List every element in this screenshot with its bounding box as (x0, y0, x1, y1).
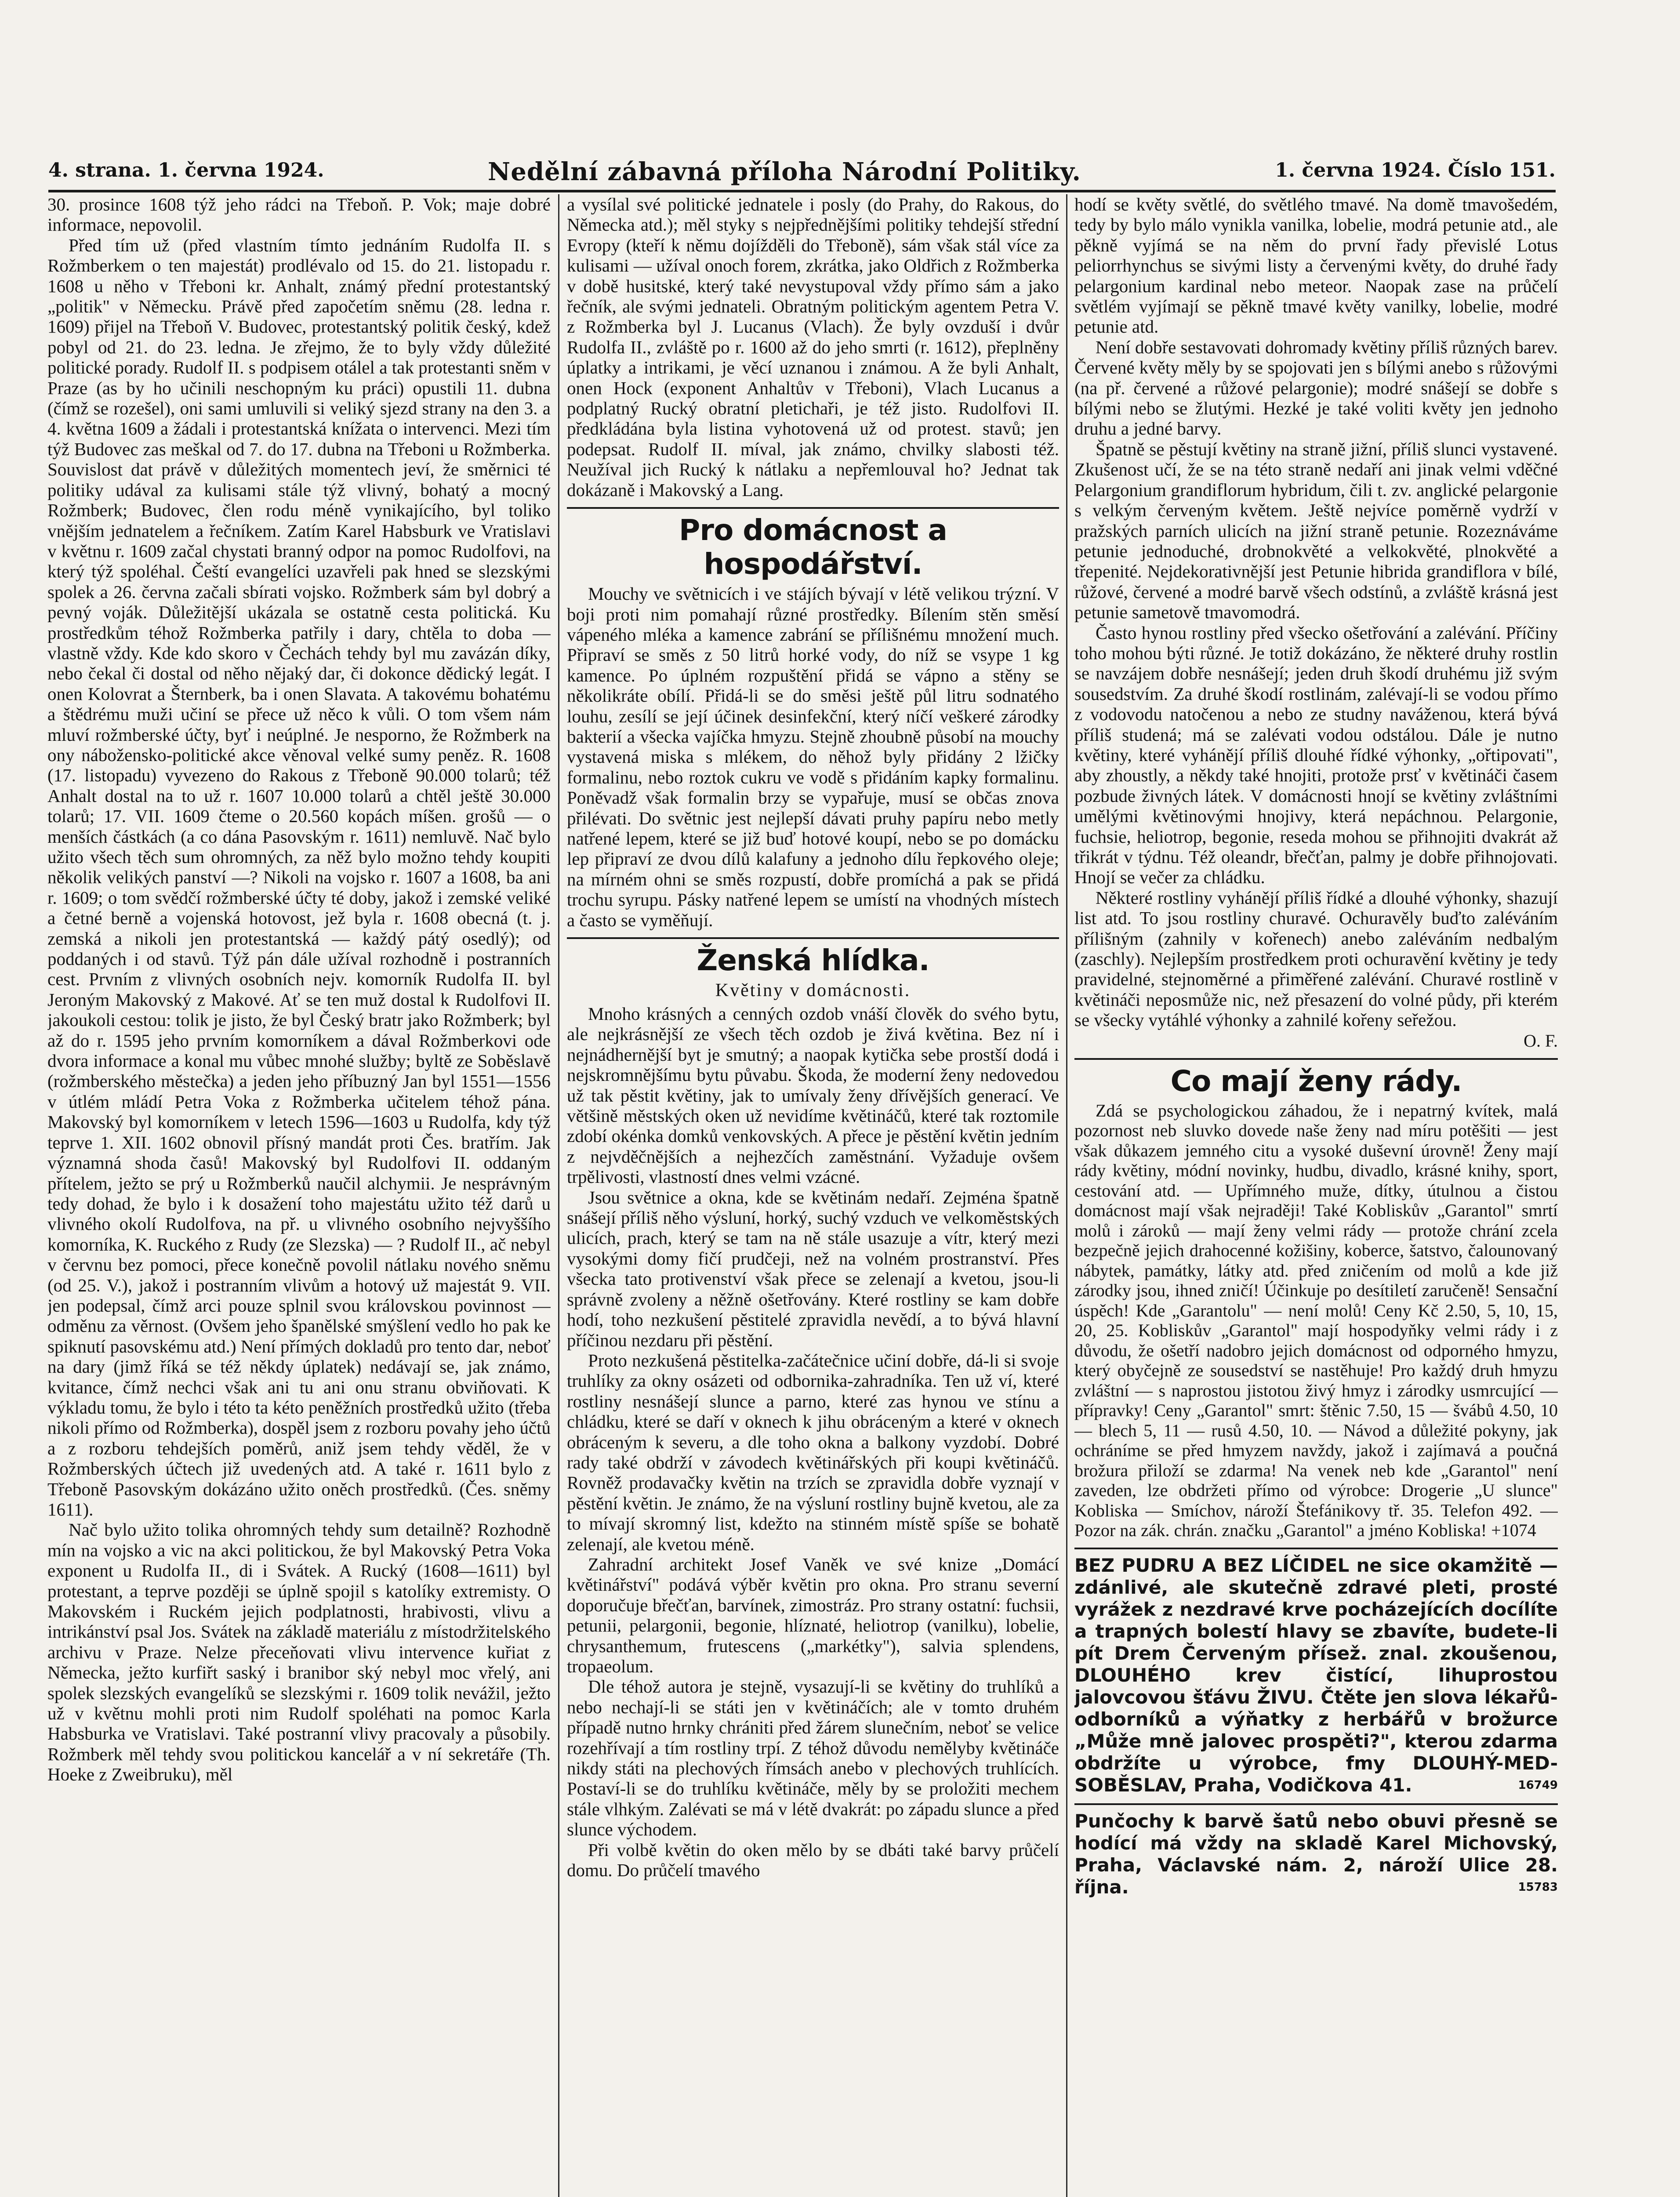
stockings-advertisement (1074, 1803, 1558, 1898)
section-title-household: Pro domácnost a hospodářství. (567, 507, 1059, 581)
section-title-womens: Ženská hlídka. (567, 937, 1059, 977)
article-signature: O. F. (1524, 1030, 1558, 1051)
stockings-ad-number: 15783 (1518, 1880, 1558, 1894)
column-2 (567, 194, 1059, 2197)
col3-paragraph: Některé rostliny vyhánějí příliš řídké a dlouhé výhonky, shazují list atd. To jsou rostliny churavé. Ochuravěly buďto zaléváním přílišným (zahnily v kořenech) anebo zaléváním nedbalým (zaschly). Nejlepším prostředkem proti ochuravění květiny je tedy pravidelné, stejnoměrné a přiměřené zalévání. Churavé rostlině v květináči neposmůže nic, než přesazení do volné půdy, při kterém se všecky vytáhlé výhonky a zahnilé kořeny seřežou. (1074, 887, 1558, 1030)
section-title-women-like: Co mají ženy rády. (1074, 1058, 1558, 1098)
ziva-advertisement (1074, 1548, 1558, 1796)
column-1 (47, 194, 551, 2197)
page-header (48, 155, 1556, 189)
column-rule-1 (558, 194, 559, 2197)
header-left: 4. strana. 1. června 1924. (48, 159, 324, 181)
col1-paragraph: 30. prosince 1608 týž jeho rádci na Třeboň. P. Vok; maje dobré informace, nepovolil. (47, 194, 551, 235)
womens-paragraph: Dle téhož autora je stejně, vysazují-li se květiny do truhlíků a nebo nechají-li se státi jen v květináčích; ale v tomto druhém případě nutno hrnky chrániti před žárem slunečním, neboť se velice rozehřívají a tím rostliny trpí. Z téhož důvodu nemělyby květináče nikdy státi na plechových římsách anebo v plechových truhlících. Postaví-li se do truhlíku květináče, měly by se proložiti mechem stále vlhkým. Zalévati se má v létě dvakrát: po západu slunce a před slunce východem. (567, 1676, 1059, 1840)
household-text: Mouchy ve světnicích i ve stájích bývají v létě velikou trýzní. V boji proti nim pomahají různé prostředky. Bílením stěn směsí vápeného mléka a kamence zabrání se přílišnému množení much. Připraví se směs z 50 litrů horké vody, do níž se vsype 1 kg kamence. Po úplném rozpuštění přidá se vápno a stěny se několikráte obílí. Přidá-li se do směsi ještě půl litru sodnatého louhu, zesílí se její účinek desinfekční, který níčí veškeré zárodky bakterií a všecka vajíčka hmyzu. Stejně zhoubně působí na mouchy vystavená miska s mlékem, do něhož byly přidány 2 lžičky formalinu, nebo roztok cukru ve vodě s přidáním kapky formalinu. Poněvadž však formalin brzy se vypařuje, musí se občas znova přilévati. Do světnic jest nejlepší dávati pruhy papíru nebo metly natřené lepem, které se již buď hotové koupí, nebo se po domácku lep připraví ze dvou dílů kalafuny a jednoho dílu řepkového oleje; na mírném ohni se směs rozpustí, dobře promíchá a pak se přidá trochu syrupu. Pásky natřené lepem se umístí na vhodných místech a často se vyměňují. (567, 584, 1059, 930)
col3-paragraph: Není dobře sestavovati dohromady květiny příliš různých barev. Červené květy měly by se spojovati jen s bílými anebo s růžovými (na př. červené a růžové pelargonie); modré snášejí se dobře s bílými nebo se žlutými. Hezké je také voliti květy jen jednoho druhu a jedné barvy. (1074, 337, 1558, 439)
womens-paragraph: Jsou světnice a okna, kde se květinám nedaří. Zejména špatně snášejí příliš něho výsluní, horký, suchý vzduch ve velkoměstských ulicích, prach, který se tam na ně stále usazuje a vítr, který mezi vysokými domy fičí prudčeji, než na volném prostranství. Přes všecka tato protivenství však přece se zelenají a kvetou, jsou-li správně zvoleny a něžně ošetřovány. Které rostliny se kam dobře hodí, toho nezkušení pěstitelé zpravidla nevědí, a to bývá hlavní příčinou nezdaru při pěstění. (567, 1187, 1059, 1350)
col3-paragraph: Špatně se pěstují květiny na straně jižní, příliš slunci vystavené. Zkušenost učí, že se na této straně nedaří ani jinak velmi vděčné Pelargonium grandiflorum hybridum, čili t. zv. anglické pelargonie s velkým červeným květem. Ještě nejvíce poměrně vydrží v pražských parních ulicích na jižní straně petunie. Rozeznáváme petunie jednoduché, drobnokvěté a velkokvěté, plnokvěté a třepenité. Nejdekorativnější jest Petunie hibrida grandiflora v bílé, růžové, červené a modré barvě všech odstínů, a zvláště krásná jest petunie sametově tmavomodrá. (1074, 439, 1558, 623)
section-subtitle-flowers: Květiny v domácnosti. (715, 980, 911, 1001)
womens-paragraph: Proto nezkušená pěstitelka-začátečnice učiní dobře, dá-li si svoje truhlíky za okny osázeti od odbornika-zahradníka. Ten už ví, které rostliny nesnášejí slunce a parno, které zas hynou ve stínu a chládku, které se daří v oknech k jihu obráceným a které v oknech obráceným k severu, a dle toho okna a balkony vyzdobí. Dobré rady také obdrží v závodech květinářských při koupi květináčů. Rovněž prodavačky květin na trzích se zpravidla dobře vyznají v pěstění květin. Je známo, že na výsluní rostliny bujně kvetou, ale za to mívají skromný list, kdežto na stinném místě spíše se bohatě zelenají, ale kvetou méně. (567, 1350, 1059, 1554)
col1-paragraph: Před tím už (před vlastním tímto jednáním Rudolfa II. s Rožmberkem o ten majestát) prodlévalo od 15. do 21. listopadu r. 1608 u něho v Třeboni kr. Anhalt, známý přední protestantský „politik" v Německu. Právě před započetím sněmu (28. ledna r. 1609) přijel na Třeboň V. Budovec, protestantský politik český, kdež pobyl od 21. do 23. ledna. Je zřejmo, že to byly vždy důležité politické porady. Rudolf II. s podpisem otálel a tak protestanti sněm v Praze (as by ho učinili neschopným ku práci) opustili 11. dubna (čímž se rozešel), oni sami umluvili si veliký sjezd strany na den 3. a 4. května 1609 a žádali i protestantská knížata o intervenci. Mezi tím týž Budovec zas meškal od 7. do 17. dubna na Třeboni u Rožmberka. Souvislost dat právě v důležitých momentech jeví, že směrnici té politiky udával za kulisami stále týž vlivný, bohatý a mocný Rožmberk; Budovec, člen rodu méně vynikajícího, byl toliko vnějším jednatelem a řečníkem. Zatím Karel Habsburk ve Vratislavi v květnu r. 1609 začal chystati branný odpor na pomoc Rudolfovi, na který týž spoléhal. Čeští evangelíci uzavřeli pak hned se slezskými spolek a 26. června začali sbírati vojsko. Rožmberk sám byl dobrý a pevný voják. Důležitější ukázala se ostatně cesta politická. Ku prostředkům téhož Rožmberka patřily i dary, chtěla to doba — vlastně vždy. Kde kdo skoro v Čechách tehdy byl mu zavázán díky, nebo čekal či dostal od něho nějaký dar, či dokonce dědický legát. I onen Kolovrat a Šternberk, ba i onen Slavata. A takovému bohatému a štědrému muži učiní se přece už něco k vůli. O tom všem nám mluví rožmberské účty, byť i neúplné. Je nesporno, že Rožmberk na ony nábožensko-politické akce věnoval velké sumy peněz. R. 1608 (17. listopadu) vyvezeno do Rakous z Třeboně 90.000 tolarů; též Anhalt dostal na to už r. 1607 10.000 tolarů a chtěl ještě 30.000 tolarů; 17. VII. 1609 čteme o 20.560 kopách míšen. grošů — o menších částkách (a co dána Pasovským r. 1611) nemluvě. Nač bylo užito všech těch sum ohromných, za něž bylo možno tehdy koupiti několik velikých panství —? Nikoli na vojsko r. 1607 a 1608, ba ani r. 1609; o tom svědčí rožmberské účty té doby, jakož i zemské veliké a četné berně a vojenská hotovost, jež byla r. 1608 obecná (t. j. zemská a nikoli jen protestantská — každý pátý osedlý); od poddaných i od stavů. Týž pán dále užíval rozhodně i postranních cest. Prvním z vlivných osobních nejv. komorník Rudolfa II. byl Jeroným Makovský z Makové. Ať se ten muž dostal k Rudolfovi II. jakoukoli cestou: tolik je jisto, že byl Český bratr jako Rožmberk; byl až do r. 1595 jeho prvním komorníkem a dával Rožmberkovi ode dvora informace a konal mu vůbec mnohé služby; byltě ze Soběslavě (rožmberského městečka) a jeden jeho příbuzný Jan byl 1551—1556 v útlém mládí Petra Voka z Rožmberka učitelem téhož pána. Makovský byl komorníkem v letech 1596—1603 u Rudolfa, kdy týž teprve 1. XII. 1602 obnovil přísný mandát proti Čes. bratřím. Jak významná shoda časů! Makovský byl Rudolfovi II. oddaným přítelem, ježto se prý u Rožmberků naučil alchymii. Je nesprávným tedy dohad, že bylo i k dosažení toho majestátu užito též darů u vlivného okolí Rudolfova, na př. u vlivného osobního nejvyššího komorníka, K. Ruckého z Rudy (ze Slezska) — ? Rudolf II., ač nebyl v červnu bez pomoci, přece konečně povolil nátlaku nového sněmu (od 25. V.), jakož i postranním vlivům a hotový už majestát 9. VII. jen podepsal, čímž arci pouze splnil svou královskou povinnost — odměnu za věrnost. (Ovšem jeho španělské smýšlení vedlo ho pak ke spiknutí pasovskému atd.) Není přímých dokladů pro tento dar, neboť na dary (jimž říká se též někdy úplatek) nedávají se, jak známo, kvitance, čímž nechci však ani tu ani onu stranu obviňovati. K výkladu tomu, že bylo i této ta kéto peněžních prostředků užito (třeba nikoli přímo od Rožmberka), dospěl jsem z rozboru povahy jeho účtů a z rozboru tehdejších poměrů, aniž jsem tehdy věděl, že v Rožmberských účtech již uvedených atd. A také r. 1611 bylo z Třeboně Pasovským dokázáno užito oněch prostředků. (Čes. sněmy 1611). (47, 235, 551, 1519)
header-rule (48, 190, 1556, 192)
womens-paragraph: Zahradní architekt Josef Vaněk ve své knize „Domácí květinářství" podává výběr květin pro okna. Pro stranu severní doporučuje břečťan, barvínek, zimostráz. Pro strany ostatní: fuchsii, petunii, pelargonii, begonie, hlíznaté, heliotrop (vanilku), lobelie, chrysanthemum, frutescens („markétky"), salvia splendens, tropaeolum. (567, 1554, 1059, 1676)
col1-paragraph: Nač bylo užito tolika ohromných tehdy sum detailně? Rozhodně mín na vojsko a vic na akci politickou, že byl Makovský Petra Voka exponent u Rudolfa II., di i Svátek. A Rucký (1608—1611) byl protestant, a teprve později se úplně spojil s katolíky extremisty. O Makovském i Ruckém jejich podplatnosti, hrabivosti, vlivu a intrikánství psal Jos. Svátek na základě materiálu z místodržitelského archivu v Praze. Nelze přeceňovati vlivu intervence kuřiat z Německa, ježto kurfiřt saský i branibor ský nebyl moc vřelý, ani spolek slezských evangelíků se slezskými r. 1609 tolik nevážil, ježto už v květnu mohli proti nim Rudolf spoléhati na pomoc Karla Habsburka ve Vratislavi. Také postranní vlivy pracovaly a působily. Rožmberk měl tehdy svou politickou kancelář a v ní sekretáře (Th. Hoeke z Zweibruku), měl (47, 1519, 551, 1785)
column-3 (1074, 194, 1558, 2197)
ziva-ad-number: 16749 (1518, 1778, 1558, 1792)
stockings-ad-text: Punčochy k barvě šatů nebo obuvi přesně se hodící má vždy na skladě Karel Michovský, Praha, Václavské nám. 2, nároží Ulice 28. října. (1074, 1810, 1558, 1898)
ziva-ad-text: BEZ PUDRU A BEZ LÍČIDEL ne sice okamžitě — zdánlivé, ale skutečně zdravé pleti, prosté vyrážek z nezdravé krve pocházejících docílíte a trapných bolestí hlavy se zbavíte, budete-li pít Drem Červeným přísež. znal. zkoušenou, DLOUHÉHO krev čistící, lihuprostou jalovcovou šťávu ŽIVU. Čtěte jen slova lékařů-odborníků a výňatky z herbářů v brožurce „Může mně jalovec prospěti?", kterou zdarma obdržíte u výrobce, fmy DLOUHÝ-MED-SOBĚSLAV, Praha, Vodičkova 41. (1074, 1554, 1558, 1796)
col2-intro: a vysílal své politické jednatele i posly (do Prahy, do Rakous, do Německa atd.); měl styky s nejpřednějšími politiky tehdejší střední Evropy (kteří k němu dojížděli do Třeboně), sám však stál více za kulisami — užíval onoch forem, zkrátka, jako Oldřich z Rožmberka v době husitské, který také nevystupoval vždy přímo sám a jako řečník, ale svými jednateli. Obratným politickým agentem Petra V. z Rožmberka byl J. Lucanus (Vlach). Že byly ovzduší i dvůr Rudolfa II., zvláště po r. 1600 až do jeho smrti (r. 1612), přeplněny úplatky a intrikami, je věcí uznanou i známou. A že byli Anhalt, onen Hock (exponent Anhaltův v Třeboni), Vlach Lucanus a podplatný Rucký obratní pletichaři, je též jisto. Rudolfovi II. předkládána byla listina vyhotovená už od protest. stavů; jen podepsat. Rudolf II. míval, jak známo, chvilky slabosti též. Neužíval jich Rucký k nátlaku a nepřemlouval ho? Jednat tak dokázaně i Makovský a Lang. (567, 194, 1059, 500)
column-rule-2 (1066, 194, 1067, 2197)
womens-paragraph: Mnoho krásných a cenných ozdob vnáší člověk do svého bytu, ale nejkrásnější ze všech těch ozdob je živá květina. Bez ní i nejnádhernější byt je smutný; a naopak kytička sebe prostší dodá i nejskromnějšímu bytu půvabu. Škoda, že moderní ženy nedovedou už tak pěstit květiny, jak to umívaly ženy dřívějších generací. Ve většině městských oken už nevidíme květináčů, které tak roztomile zdobí okénka domků venkovských. A přece je pěstění květin jedním z nejvděčnějších a nejhezčích zaměstnání. Vyžaduje ovšem trpělivosti, vlastností dnes velmi vzácné. (567, 1004, 1059, 1187)
header-title: Nedělní zábavná příloha Národní Politiky. (488, 157, 1081, 186)
header-right: 1. června 1924. Číslo 151. (1275, 159, 1556, 181)
garantol-ad-number: +1074 (1491, 1520, 1536, 1541)
womens-paragraph: Při volbě květin do oken mělo by se dbáti také barvy průčelí domu. Do průčelí tmavého (567, 1839, 1059, 1881)
col3-paragraph: Často hynou rostliny před všecko ošetřování a zalévání. Příčiny toho mohou býti různé. Je totiž dokázáno, že některé druhy rostlin se navzájem dobře nesnášejí; jeden druh škodí druhému již svým sousedstvím. Za druhé škodí rostlinám, zalévají-li se vodou přímo z vodovodu natočenou a nebo ze studny naváženou, která bývá příliš studená; má se zalévati vodou odstálou. Dále je nutno květiny, které vyhánějí příliš dlouhé řídké výhonky, „ořtipovati", aby zhoustly, a někdy také hnojiti, protože prsť v květináči časem pozbude živných látek. V domácnosti hnojí se květiny zvláštními umělými květinovými hnojivy, která nepáchnou. Pelargonie, fuchsie, heliotrop, begonie, reseda mohou se přihnojiti dvakrát až třikrát v týdnu. Též oleandr, břečťan, palmy je dobře přihnojovati. Hnojí se večer za chládku. (1074, 622, 1558, 888)
col3-paragraph: hodí se květy světlé, do světlého tmavé. Na domě tmavošedém, tedy by bylo málo vynikla vanilka, lobelie, modrá petunie atd., ale pěkně vyjímá se na něm do první řady převislé Lotus peliorrhynchus se sivými listy a červenými květy, do druhé řady pelargonium kardinal nebo meteor. Naopak zase na průčelí světlém vyjímají se pěkně tmavé květy vanilky, lobelie, modré petunie atd. (1074, 194, 1558, 337)
garantol-ad-text: Zdá se psychologickou záhadou, že i nepatrný kvítek, malá pozornost neb sluvko dovede naše ženy nad míru potěšiti — jest však důkazem jemného citu a vysoké duševní úrovně! Ženy mají rády květiny, módní novinky, hudbu, divadlo, krásné knihy, sport, cestování atd. — Upřímného muže, dítky, útulnou a čistou domácnost mají však nejraději! Také Kobliskův „Garantol" smrtí molů i zároků — mají ženy velmi rády — protože chrání zcela bezpečně jejich drahocenné kožišiny, koberce, šatstvo, čalounovaný nábytek, památky, látky atd. před zničením od molů a kde již zárodky jsou, ihned zničí! Účinkuje po desítiletí zaručeně! Sensační úspěch! Kde „Garantolu" — není molů! Ceny Kč 2.50, 5, 10, 15, 20, 25. Kobliskův „Garantol" mají hospodyňky velmi rády i z důvodu, že ošetří nadobro jejich domácnost od odporného hmyzu, který obyčejně ze sousedství se nastěhuje! Pro každý druh hmyzu zvláštní — s naprostou jistotou živý hmyz i zárodky usmrcující — přípravky! Ceny „Garantol" smrt: štěnic 7.50, 15 — švábů 4.50, 10 — blech 5, 11 — rusů 4.50, 10. — Návod a důležité pokyny, jak ochráníme se před hmyzem navždy, jakož i zajímavá a poučná brožura přiloží se zdarma! Na venek neb kde „Garantol" není zaveden, lze obdržeti přímo od výrobce: Drogerie „U slunce" Kobliska — Smíchov, nároží Štefánikovy tř. 35. Telefon 492. — Pozor na zák. chrán. značku „Garantol" a jméno Kobliska! +1074 (1074, 1100, 1558, 1541)
